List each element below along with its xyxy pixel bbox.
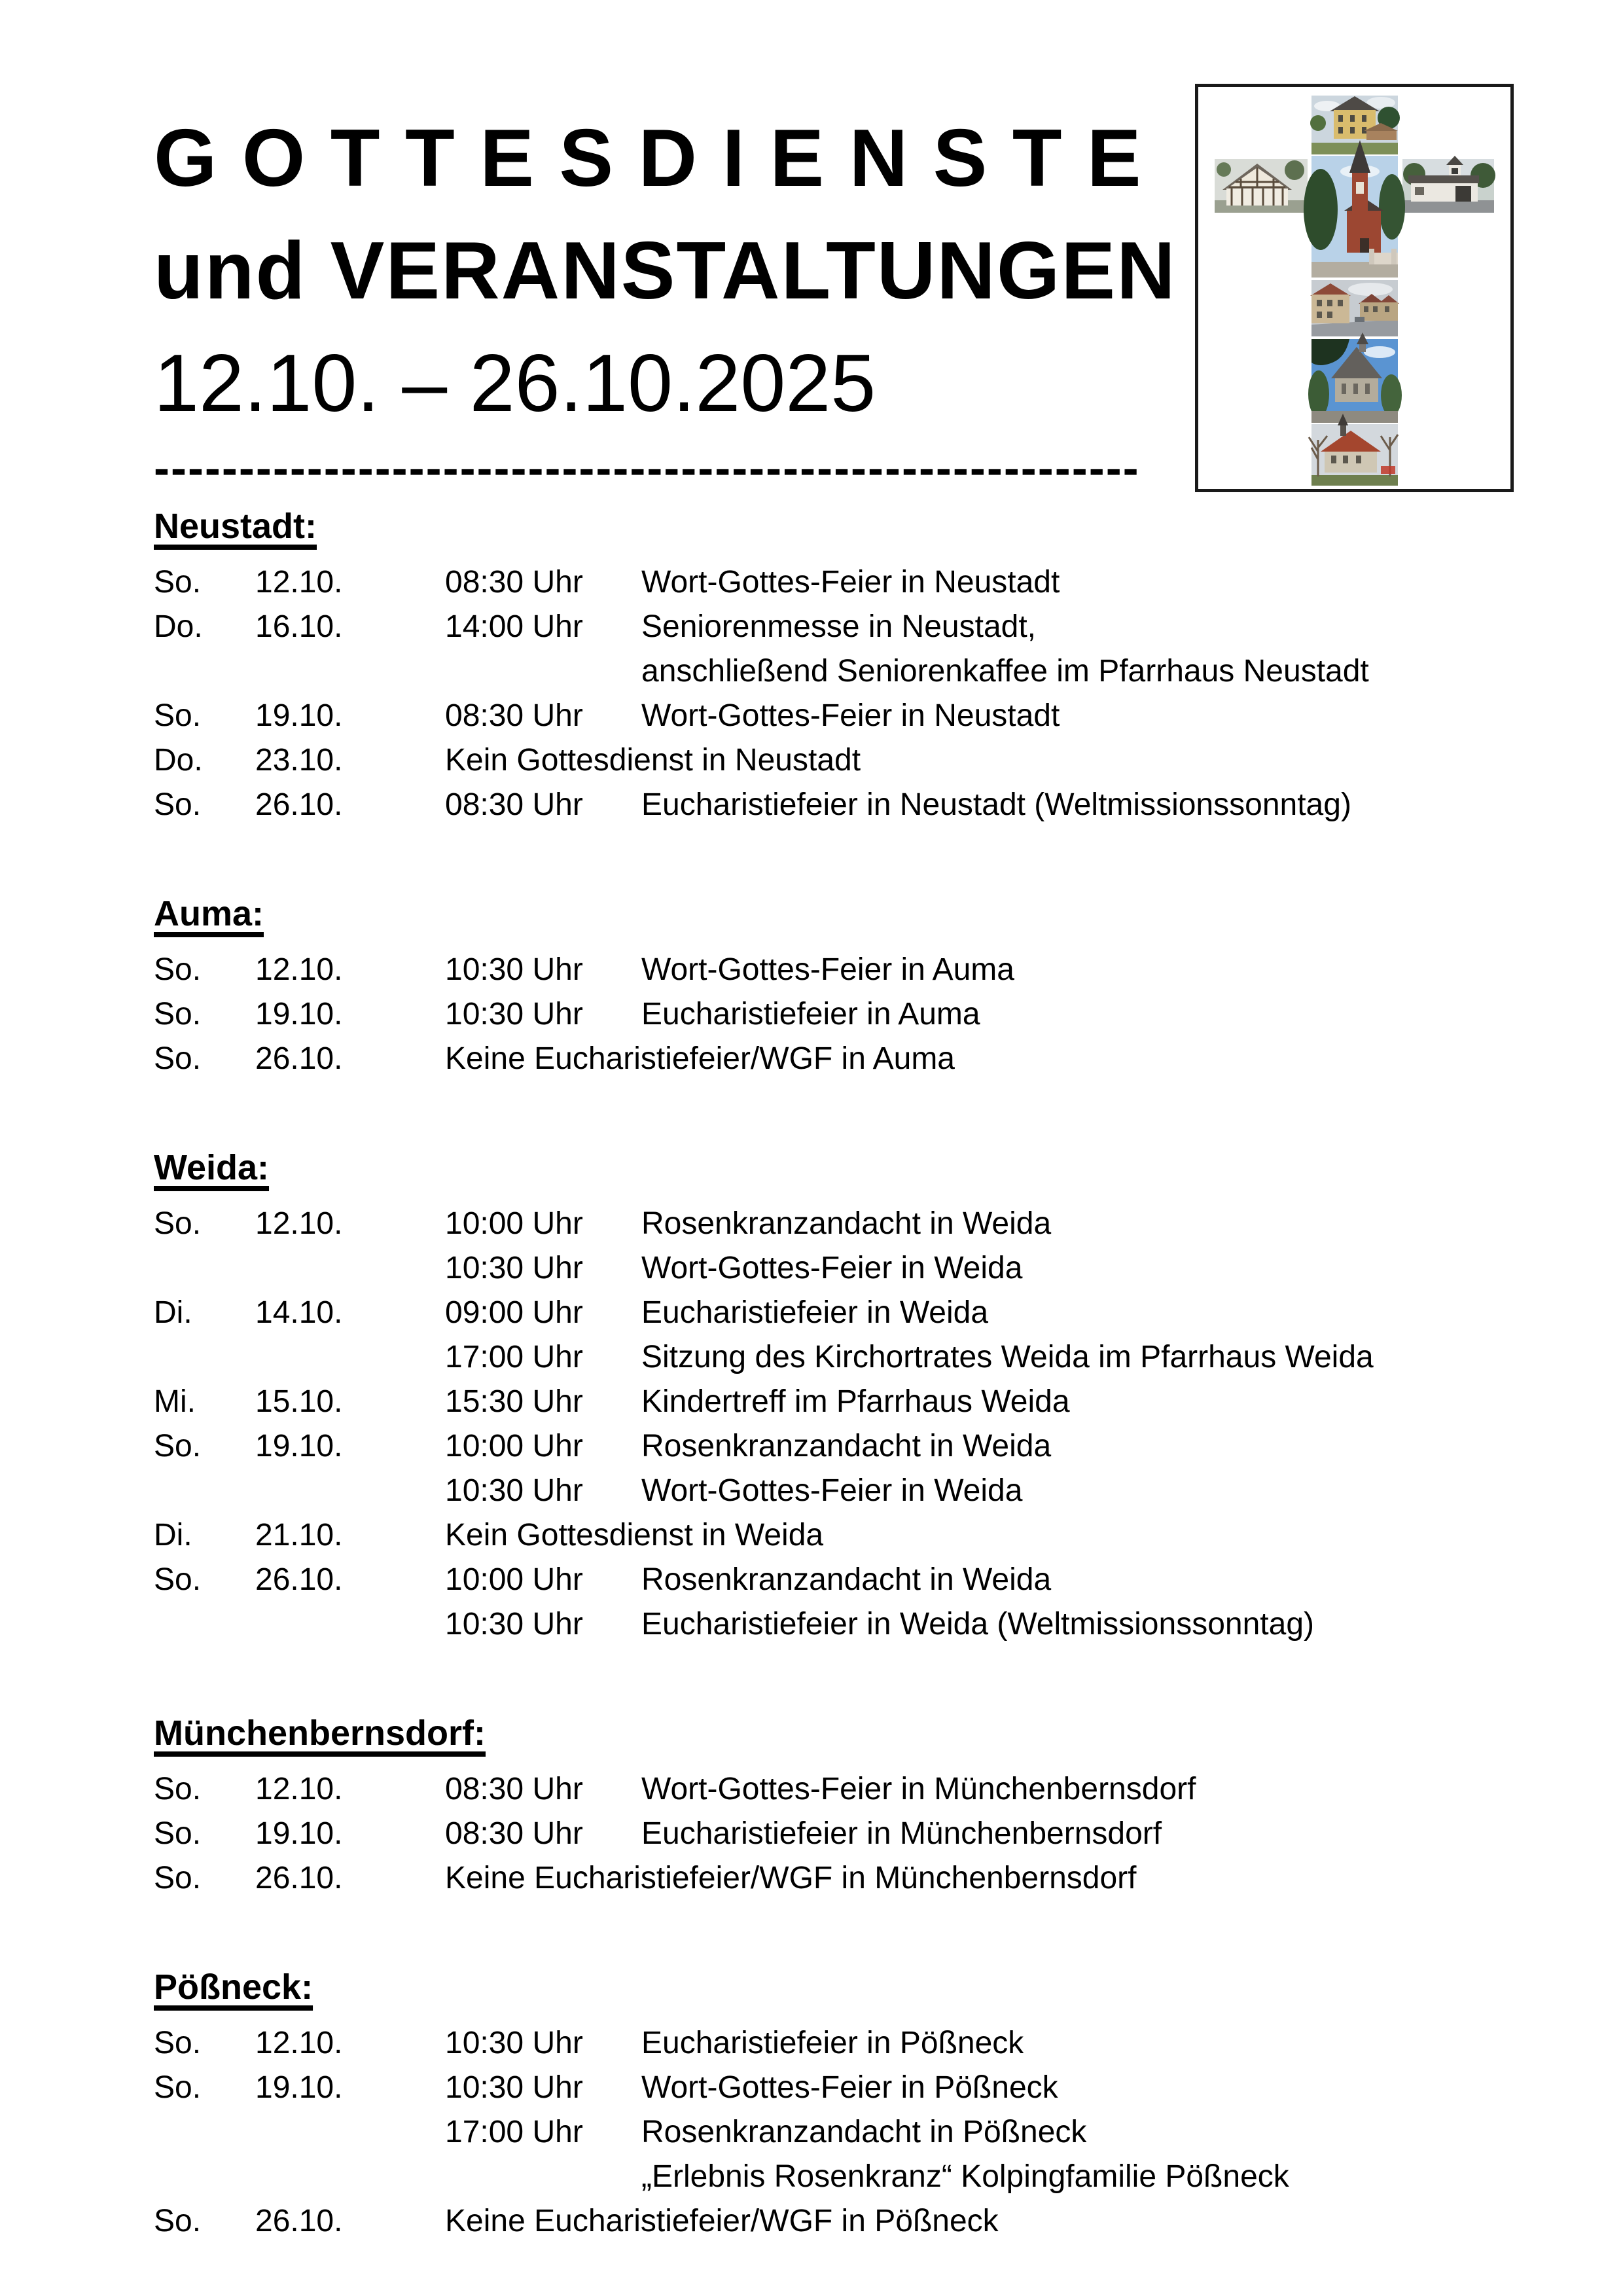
row-time: 08:30 Uhr (445, 565, 583, 600)
row-time (445, 649, 641, 694)
row-day: So. (154, 1206, 202, 1241)
row-day: So. (154, 1816, 202, 1851)
section-heading: Münchenbernsdorf: (154, 1713, 486, 1753)
row-date: 26.10. (255, 1041, 343, 1076)
row-date: 12.10. (255, 565, 343, 600)
row-date: 12.10. (255, 2026, 343, 2060)
row-date (255, 2155, 445, 2199)
row-day: Di. (154, 1518, 192, 1552)
church-cross-collage (1195, 84, 1514, 492)
schedule-row (154, 1513, 1469, 1558)
stone-church-photo (1308, 332, 1402, 423)
row-text: Rosenkranzandacht in Weida (641, 1206, 1052, 1241)
row-date: 19.10. (255, 1429, 343, 1463)
church-cross-collage-image (1195, 84, 1514, 492)
row-date: 12.10. (255, 952, 343, 987)
schedule-section (154, 503, 1469, 827)
row-date: 23.10. (255, 743, 343, 778)
row-date (255, 649, 445, 694)
row-day: So. (154, 787, 202, 822)
row-text: Seniorenmesse in Neustadt, (641, 609, 1036, 644)
section-rows (154, 948, 1469, 1081)
row-day: Do. (154, 743, 203, 778)
row-day (154, 1469, 255, 1513)
pfarrhaus-photo (1310, 96, 1400, 154)
row-text: Rosenkranzandacht in Weida (641, 1429, 1052, 1463)
schedule-row (154, 738, 1469, 783)
row-date: 26.10. (255, 2204, 343, 2238)
row-text: Kein Gottesdienst in Weida (445, 1518, 824, 1552)
schedule-row (154, 1037, 1469, 1081)
row-time: 10:30 Uhr (445, 1473, 583, 1508)
row-text: Wort-Gottes-Feier in Münchenbernsdorf (641, 1772, 1196, 1806)
schedule-row (154, 1291, 1469, 1335)
schedule-section (154, 1710, 1469, 1901)
half-timbered-house-photo (1215, 159, 1308, 213)
row-text: Keine Eucharistiefeier/WGF in Münchenbernsdorf (445, 1861, 1137, 1895)
row-text: Wort-Gottes-Feier in Pößneck (641, 2070, 1058, 2105)
section-rows (154, 1767, 1469, 1901)
row-date (255, 2110, 445, 2155)
row-day: So. (154, 1041, 202, 1076)
schedule-section (154, 1144, 1469, 1647)
schedule-row (154, 1812, 1469, 1856)
row-day: So. (154, 1562, 202, 1597)
row-time: 08:30 Uhr (445, 1816, 583, 1851)
row-text: „Erlebnis Rosenkranz“ Kolpingfamilie Pößneck (641, 2159, 1289, 2194)
row-date: 19.10. (255, 997, 343, 1031)
row-day: So. (154, 1429, 202, 1463)
row-date (255, 1469, 445, 1513)
document-header (154, 102, 1214, 497)
row-day (154, 649, 255, 694)
schedule-row (154, 560, 1469, 605)
row-date: 26.10. (255, 787, 343, 822)
row-text: anschließend Seniorenkaffee im Pfarrhaus Neustadt (641, 654, 1369, 689)
schedule-sections (154, 503, 1469, 2244)
white-chapel-photo (1402, 156, 1495, 213)
row-day: So. (154, 1772, 202, 1806)
schedule-row (154, 2066, 1469, 2110)
row-time: 10:30 Uhr (445, 2070, 583, 2105)
row-text: Rosenkranzandacht in Pößneck (641, 2115, 1087, 2149)
row-text: Sitzung des Kirchortrates Weida im Pfarrhaus Weida (641, 1340, 1374, 1374)
row-text: Wort-Gottes-Feier in Weida (641, 1251, 1023, 1285)
row-time: 10:00 Uhr (445, 1206, 583, 1241)
row-date: 26.10. (255, 1861, 343, 1895)
row-day: Do. (154, 609, 203, 644)
row-day (154, 1335, 255, 1380)
row-date: 12.10. (255, 1772, 343, 1806)
row-time (445, 2155, 641, 2199)
row-day: So. (154, 698, 202, 733)
row-text: Wort-Gottes-Feier in Neustadt (641, 698, 1060, 733)
row-day (154, 2110, 255, 2155)
row-day: So. (154, 952, 202, 987)
row-text: Wort-Gottes-Feier in Auma (641, 952, 1014, 987)
red-brick-church-photo (1304, 140, 1405, 278)
row-day: So. (154, 997, 202, 1031)
schedule-row (154, 2110, 1469, 2155)
schedule-row (154, 1380, 1469, 1424)
row-day: So. (154, 565, 202, 600)
schedule-row (154, 694, 1469, 738)
row-time: 08:30 Uhr (445, 698, 583, 733)
row-text: Kindertreff im Pfarrhaus Weida (641, 1384, 1070, 1419)
row-date (255, 1246, 445, 1291)
row-date (255, 1602, 445, 1647)
schedule-row (154, 948, 1469, 992)
row-day: So. (154, 1861, 202, 1895)
row-day (154, 2155, 255, 2199)
schedule-section (154, 890, 1469, 1081)
schedule-row (154, 1335, 1469, 1380)
row-text: Eucharistiefeier in Weida (Weltmissionssonntag) (641, 1607, 1314, 1641)
row-day (154, 1246, 255, 1291)
row-date: 16.10. (255, 609, 343, 644)
row-time: 09:00 Uhr (445, 1295, 583, 1330)
schedule-row (154, 2021, 1469, 2066)
row-day (154, 1602, 255, 1647)
section-rows (154, 560, 1469, 827)
schedule-row (154, 992, 1469, 1037)
row-time: 10:00 Uhr (445, 1429, 583, 1463)
schedule-row (154, 2199, 1469, 2244)
section-rows (154, 2021, 1469, 2244)
row-time: 08:30 Uhr (445, 1772, 583, 1806)
row-day: So. (154, 2026, 202, 2060)
section-heading: Pößneck: (154, 1967, 313, 2007)
schedule-row (154, 1246, 1469, 1291)
row-time: 14:00 Uhr (445, 609, 583, 644)
section-heading: Auma: (154, 894, 264, 933)
row-time: 15:30 Uhr (445, 1384, 583, 1419)
schedule-row (154, 1767, 1469, 1812)
row-text: Keine Eucharistiefeier/WGF in Pößneck (445, 2204, 999, 2238)
schedule-row (154, 1424, 1469, 1469)
date-range: 12.10. – 26.10.2025 (154, 338, 876, 429)
schedule-row (154, 1469, 1469, 1513)
row-date: 26.10. (255, 1562, 343, 1597)
row-text: Eucharistiefeier in Neustadt (Weltmissionssonntag) (641, 787, 1351, 822)
row-date (255, 1335, 445, 1380)
schedule-row (154, 1558, 1469, 1602)
row-date: 15.10. (255, 1384, 343, 1419)
section-heading: Weida: (154, 1148, 270, 1187)
row-time: 10:30 Uhr (445, 1251, 583, 1285)
row-time: 10:00 Uhr (445, 1562, 583, 1597)
page-title-line-2: und VERANSTALTUNGEN (154, 226, 1177, 316)
section-rows (154, 1202, 1469, 1647)
schedule-row (154, 783, 1469, 827)
schedule-section (154, 1964, 1469, 2244)
row-time: 10:30 Uhr (445, 997, 583, 1031)
row-date: 19.10. (255, 698, 343, 733)
row-date: 12.10. (255, 1206, 343, 1241)
row-day: So. (154, 2070, 202, 2105)
row-date: 19.10. (255, 1816, 343, 1851)
row-text: Kein Gottesdienst in Neustadt (445, 743, 861, 778)
row-text: Wort-Gottes-Feier in Weida (641, 1473, 1023, 1508)
row-time: 10:30 Uhr (445, 952, 583, 987)
schedule-row (154, 1602, 1469, 1647)
schedule-row (154, 649, 1469, 694)
red-roof-church-photo (1309, 414, 1398, 486)
dashed-divider: ---------------------------------------------------------- (154, 442, 1140, 495)
row-date: 19.10. (255, 2070, 343, 2105)
row-text: Eucharistiefeier in Auma (641, 997, 980, 1031)
row-text: Eucharistiefeier in Weida (641, 1295, 989, 1330)
row-day: So. (154, 2204, 202, 2238)
row-date: 21.10. (255, 1518, 343, 1552)
row-time: 17:00 Uhr (445, 2115, 583, 2149)
row-time: 10:30 Uhr (445, 1607, 583, 1641)
section-heading: Neustadt: (154, 507, 317, 546)
page-title-line-1: G O T T E S D I E N S T E (154, 113, 1143, 204)
row-time: 10:30 Uhr (445, 2026, 583, 2060)
row-text: Wort-Gottes-Feier in Neustadt (641, 565, 1060, 600)
row-time: 08:30 Uhr (445, 787, 583, 822)
row-time: 17:00 Uhr (445, 1340, 583, 1374)
row-text: Eucharistiefeier in Münchenbernsdorf (641, 1816, 1162, 1851)
row-text: Keine Eucharistiefeier/WGF in Auma (445, 1041, 955, 1076)
town-street-photo (1310, 280, 1399, 336)
schedule-row (154, 1202, 1469, 1246)
schedule-row (154, 1856, 1469, 1901)
row-day: Mi. (154, 1384, 196, 1419)
schedule-row (154, 605, 1469, 649)
schedule-row (154, 2155, 1469, 2199)
row-text: Rosenkranzandacht in Weida (641, 1562, 1052, 1597)
row-day: Di. (154, 1295, 192, 1330)
row-date: 14.10. (255, 1295, 343, 1330)
row-text: Eucharistiefeier in Pößneck (641, 2026, 1024, 2060)
